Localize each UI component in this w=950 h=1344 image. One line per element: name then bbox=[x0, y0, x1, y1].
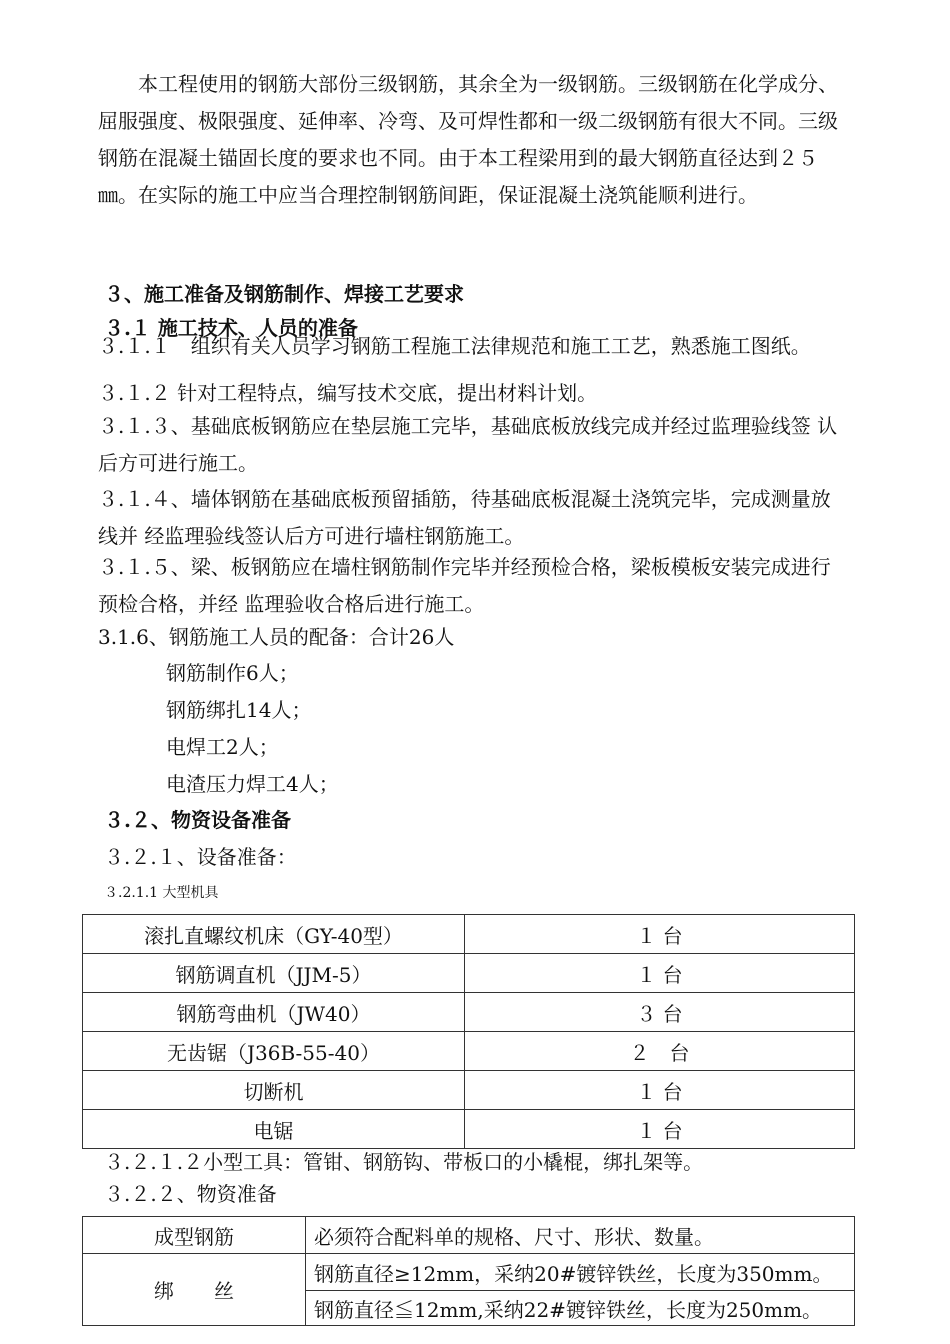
item-3-1-1: ３.１.１ 组织有关人员学习钢筋工程施工法律规范和施工工艺，熟悉施工图纸。 bbox=[98, 334, 811, 358]
materials-table bbox=[82, 1216, 855, 1326]
equipment-qty: １ 台 bbox=[465, 954, 855, 993]
staff-item: 钢筋绑扎14人； bbox=[166, 698, 312, 722]
equipment-name: 钢筋调直机（JJM-5） bbox=[83, 954, 465, 993]
staff-item: 电渣压力焊工4人； bbox=[166, 772, 339, 796]
item-3-1-5: ３.１.５、梁、板钢筋应在墙柱钢筋制作完毕并经预检合格，梁板模板安装完成进行预检合格，并经 监理验收合格后进行施工。 bbox=[98, 555, 831, 616]
equipment-name: 滚扎直螺纹机床（GY-40型） bbox=[83, 915, 465, 954]
item-3-2-1: ３.２.１、设备准备： bbox=[104, 845, 297, 869]
equipment-qty: ３ 台 bbox=[465, 993, 855, 1032]
item-3-1-6: 3.1.6、钢筋施工人员的配备：合计26人 bbox=[98, 625, 455, 649]
table-row bbox=[83, 1032, 855, 1071]
table-row bbox=[83, 1110, 855, 1149]
item-3-2-1-1: ３.2.1.1 大型机具 bbox=[104, 885, 219, 901]
item-3-1-3: ３.１.３、基础底板钢筋应在垫层施工完毕，基础底板放线完成并经过监理验线签 认后方可进行施工。 bbox=[98, 414, 838, 475]
equipment-table bbox=[82, 914, 855, 1149]
section-3-2-heading: ３.２、物资设备准备 bbox=[104, 808, 291, 832]
section-3-1-heading: ３.１ 施工技术、人员的准备 bbox=[104, 316, 358, 340]
table-row bbox=[83, 993, 855, 1032]
material-desc: 必须符合配料单的规格、尺寸、形状、数量。 bbox=[306, 1217, 855, 1254]
material-name: 成型钢筋 bbox=[83, 1217, 306, 1254]
material-desc: 钢筋直径≥12mm，采纳20#镀锌铁丝，长度为350mm。 bbox=[306, 1254, 855, 1291]
item-3-1-4: ３.１.４、墙体钢筋在基础底板预留插筋，待基础底板混凝土浇筑完毕，完成测量放线并 经监理验线签认后方可进行墙柱钢筋施工。 bbox=[98, 487, 831, 548]
table-row bbox=[83, 1071, 855, 1110]
material-name: 绑 丝 bbox=[83, 1254, 306, 1326]
section-3-heading: ３、施工准备及钢筋制作、焊接工艺要求 bbox=[104, 282, 464, 306]
equipment-qty: １ 台 bbox=[465, 1071, 855, 1110]
item-3-2-2: ３.２.２、物资准备 bbox=[104, 1182, 277, 1206]
table-row bbox=[83, 954, 855, 993]
equipment-qty: １ 台 bbox=[465, 1110, 855, 1149]
item-3-2-1-2: ３.２.１.２小型工具：管钳、钢筋钩、带板口的小橇棍，绑扎架等。 bbox=[104, 1150, 704, 1174]
staff-item: 钢筋制作6人； bbox=[166, 661, 299, 685]
table-row bbox=[83, 1254, 855, 1291]
equipment-qty: １ 台 bbox=[465, 915, 855, 954]
staff-item: 电焊工2人； bbox=[166, 735, 279, 759]
material-desc: 钢筋直径≦12mm,采纳22#镀锌铁丝，长度为250mm。 bbox=[306, 1291, 855, 1326]
intro-paragraph: 本工程使用的钢筋大部份三级钢筋，其余全为一级钢筋。三级钢筋在化学成分、屈服强度、极限强度、延伸率、冷弯、及可焊性都和一级二级钢筋有很大不同。三级钢筋在混凝土锚固长度的要求也不同。由于本工程梁用到的最大钢筋直径达到２５㎜。在实际的施工中应当合理控制钢筋间距，保证混凝土浇筑能顺利进行。 bbox=[98, 72, 838, 207]
equipment-name: 钢筋弯曲机（JW40） bbox=[83, 993, 465, 1032]
equipment-name: 电锯 bbox=[83, 1110, 465, 1149]
equipment-name: 切断机 bbox=[83, 1071, 465, 1110]
equipment-name: 无齿锯（J36B-55-40） bbox=[83, 1032, 465, 1071]
table-row bbox=[83, 915, 855, 954]
table-row bbox=[83, 1217, 855, 1254]
equipment-qty: ２ 台 bbox=[465, 1032, 855, 1071]
item-3-1-2: ３.１.２ 针对工程特点，编写技术交底，提出材料计划。 bbox=[98, 381, 598, 405]
